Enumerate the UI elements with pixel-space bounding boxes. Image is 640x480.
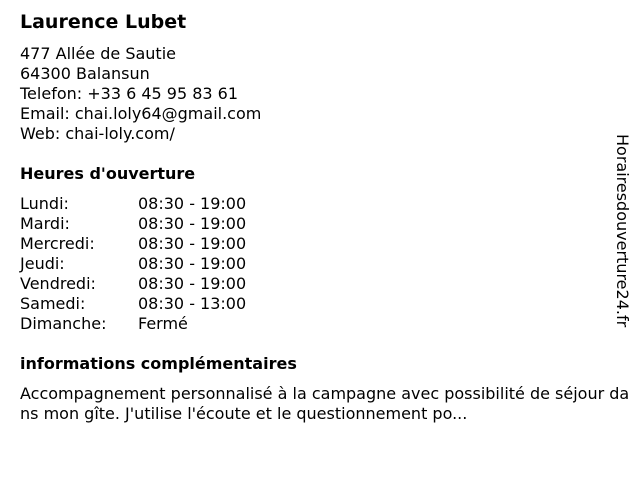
business-name: Laurence Lubet xyxy=(20,11,187,33)
watermark-container xyxy=(612,134,632,346)
web-text: Web: chai-loly.com/ xyxy=(20,124,175,143)
day-label: Jeudi: xyxy=(20,254,65,273)
day-label: Lundi: xyxy=(20,194,69,213)
time-value: 08:30 - 19:00 xyxy=(138,214,247,233)
site-watermark: Horairesdouverture24.fr xyxy=(613,134,632,328)
email-text: Email: chai.loly64@gmail.com xyxy=(20,104,262,123)
contact-block xyxy=(20,44,261,144)
address-city: 64300 Balansun xyxy=(20,64,150,83)
time-value: 08:30 - 13:00 xyxy=(138,294,247,313)
day-label: Dimanche: xyxy=(20,314,107,333)
time-value: 08:30 - 19:00 xyxy=(138,254,247,273)
day-label: Mardi: xyxy=(20,214,70,233)
additional-info-text: Accompagnement personnalisé à la campagne avec possibilité de séjour dans mon gîte. J'utilise l'écoute et le questionnement po... xyxy=(20,384,630,423)
time-value: 08:30 - 19:00 xyxy=(138,274,247,293)
day-label: Vendredi: xyxy=(20,274,96,293)
additional-info-heading: informations complémentaires xyxy=(20,354,297,373)
opening-hours-heading: Heures d'ouverture xyxy=(20,164,196,183)
time-value: 08:30 - 19:00 xyxy=(138,194,247,213)
day-label: Samedi: xyxy=(20,294,86,313)
phone-text: Telefon: +33 6 45 95 83 61 xyxy=(20,84,239,103)
address-street: 477 Allée de Sautie xyxy=(20,44,176,63)
day-label: Mercredi: xyxy=(20,234,95,253)
time-value: Fermé xyxy=(138,314,188,333)
time-value: 08:30 - 19:00 xyxy=(138,234,247,253)
